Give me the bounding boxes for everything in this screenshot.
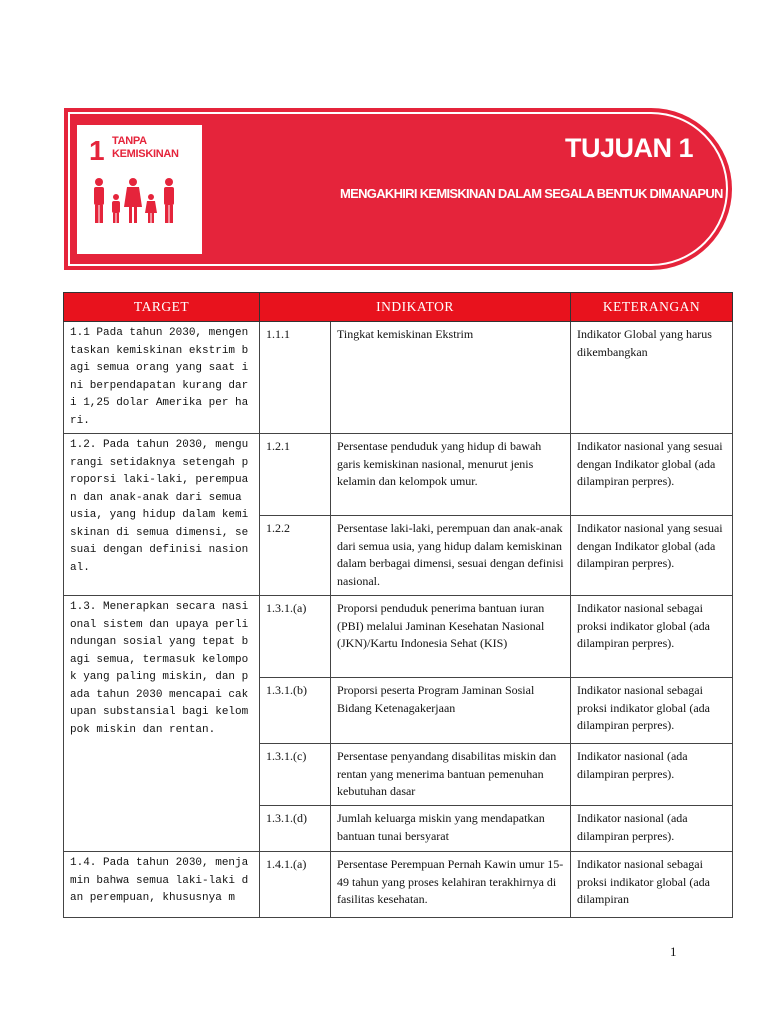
- logo-text: TANPA KEMISKINAN: [112, 135, 179, 160]
- target-cell: 1.3. Menerapkan secara nasional sistem dan upaya perlindungan sosial yang tepat bagi semua, termasuk kelompok yang paling miskin, dan pada tahun 2030 mencapai cakupan substansial bagi kelompok miskin dan rentan.: [64, 596, 260, 852]
- table-row: [64, 322, 733, 434]
- indicator-text: Proporsi peserta Program Jaminan Sosial Bidang Ketenagakerjaan: [331, 678, 571, 744]
- indicator-text: Persentase penduduk yang hidup di bawah garis kemiskinan nasional, menurut jenis kelamin dan kelompok umur.: [331, 434, 571, 516]
- indicator-note: Indikator Global yang harus dikembangkan: [571, 322, 733, 434]
- goal-subtitle: MENGAKHIRI KEMISKINAN DALAM SEGALA BENTUK DIMANAPUN: [340, 186, 723, 201]
- indicator-table: [63, 292, 732, 918]
- indicator-code: 1.3.1.(b): [260, 678, 331, 744]
- indicator-code: 1.2.1: [260, 434, 331, 516]
- indicator-note: Indikator nasional sebagai proksi indikator global (ada dilampiran perpres).: [571, 596, 733, 678]
- header-indikator: INDIKATOR: [260, 293, 571, 322]
- indicator-text: Jumlah keluarga miskin yang mendapatkan bantuan tunai bersyarat: [331, 806, 571, 852]
- indicator-code: 1.3.1.(d): [260, 806, 331, 852]
- indicator-text: Persentase laki-laki, perempuan dan anak-anak dari semua usia, yang hidup dalam kemiskinan dalam berbagai dimensi, sesuai dengan definisi nasional.: [331, 516, 571, 596]
- table-header-row: [64, 293, 733, 322]
- indicator-note: Indikator nasional (ada dilampiran perpres).: [571, 806, 733, 852]
- logo-number: 1: [89, 135, 105, 166]
- indicator-code: 1.1.1: [260, 322, 331, 434]
- table-row: [64, 434, 733, 516]
- indicator-text: Proporsi penduduk penerima bantuan iuran (PBI) melalui Jaminan Kesehatan Nasional (JKN)/Kartu Indonesia Sehat (KIS): [331, 596, 571, 678]
- target-cell: 1.2. Pada tahun 2030, mengurangi setidaknya setengah proporsi laki-laki, perempuan dan anak-anak dari semua usia, yang hidup dalam kemiskinan di semua dimensi, sesuai dengan definisi nasional.: [64, 434, 260, 596]
- indicator-note: Indikator nasional yang sesuai dengan Indikator global (ada dilampiran perpres).: [571, 434, 733, 516]
- header-target: TARGET: [64, 293, 260, 322]
- indicator-code: 1.3.1.(c): [260, 744, 331, 806]
- indicator-note: Indikator nasional (ada dilampiran perpres).: [571, 744, 733, 806]
- indicator-note: Indikator nasional sebagai proksi indikator global (ada dilampiran perpres).: [571, 678, 733, 744]
- header-keterangan: KETERANGAN: [571, 293, 733, 322]
- family-icon: [91, 177, 187, 225]
- table-row: [64, 852, 733, 918]
- indicator-code: 1.4.1.(a): [260, 852, 331, 918]
- page-number: 1: [670, 944, 677, 959]
- indicator-note: Indikator nasional yang sesuai dengan Indikator global (ada dilampiran perpres).: [571, 516, 733, 596]
- indicator-note: Indikator nasional sebagai proksi indikator global (ada dilampiran: [571, 852, 733, 918]
- indicator-code: 1.3.1.(a): [260, 596, 331, 678]
- sdg-logo: [77, 125, 202, 254]
- indicator-text: Persentase penyandang disabilitas miskin dan rentan yang menerima bantuan pemenuhan kebutuhan dasar: [331, 744, 571, 806]
- indicator-text: Persentase Perempuan Pernah Kawin umur 15-49 tahun yang proses kelahiran terakhirnya di fasilitas kesehatan.: [331, 852, 571, 918]
- target-cell: 1.4. Pada tahun 2030, menjamin bahwa semua laki-laki dan perempuan, khususnya m: [64, 852, 260, 918]
- table-row: [64, 596, 733, 678]
- goal-title: TUJUAN 1: [565, 133, 694, 163]
- indicator-code: 1.2.2: [260, 516, 331, 596]
- target-cell: 1.1 Pada tahun 2030, mengentaskan kemiskinan ekstrim bagi semua orang yang saat ini berpendapatan kurang dari 1,25 dolar Amerika per hari.: [64, 322, 260, 434]
- indicator-text: Tingkat kemiskinan Ekstrim: [331, 322, 571, 434]
